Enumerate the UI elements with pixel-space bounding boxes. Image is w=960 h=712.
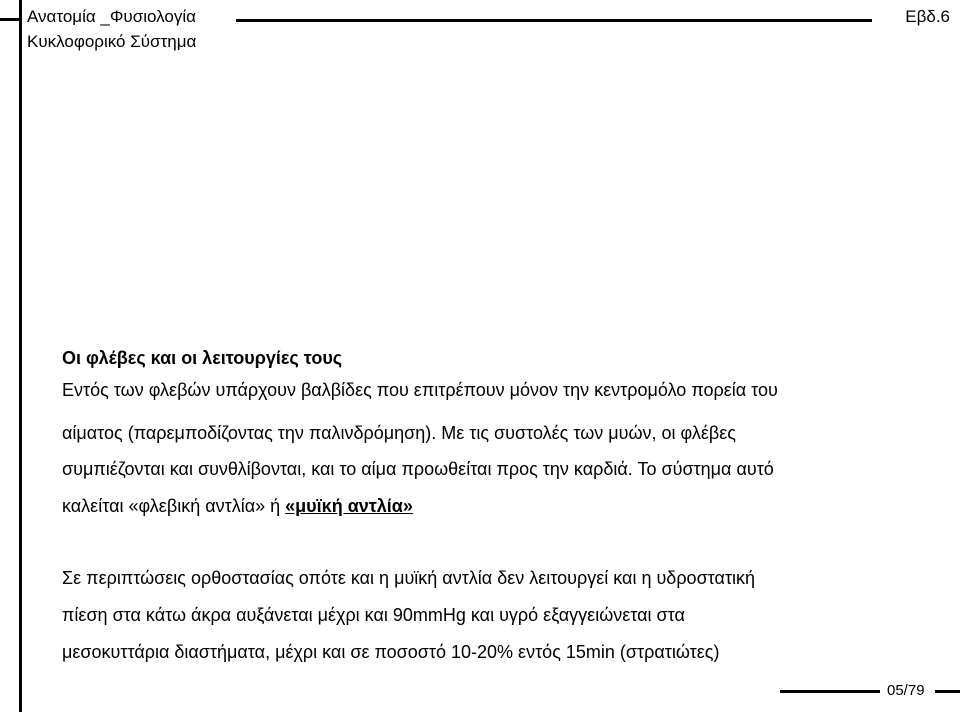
- muscle-pump-term: «μυϊκή αντλία»: [285, 496, 413, 516]
- course-subtitle: Κυκλοφορικό Σύστημα: [27, 32, 197, 51]
- section-heading: Οι φλέβες και οι λειτουργίες τους: [62, 348, 343, 368]
- top-left-rule: [0, 18, 19, 21]
- footer-rule-right: [935, 690, 960, 693]
- paragraph1-line2: αίματος (παρεμποδίζοντας την παλινδρόμηση). Με τις συστολές των μυών, οι φλέβες: [62, 423, 736, 443]
- paragraph2-line1: Σε περιπτώσεις ορθοστασίας οπότε και η μυϊκή αντλία δεν λειτουργεί και η υδροστατική: [62, 568, 756, 588]
- paragraph1-line4-text: καλείται «φλεβική αντλία» ή: [62, 496, 286, 516]
- paragraph2-line2: πίεση στα κάτω άκρα αυξάνεται μέχρι και 90mmHg και υγρό εξαγγειώνεται στα: [62, 605, 685, 625]
- page-number: 05/79: [887, 682, 925, 699]
- header-rule: [236, 19, 872, 22]
- course-title: Ανατομία _Φυσιολογία: [27, 7, 196, 26]
- footer-rule: [780, 690, 880, 693]
- week-label: Εβδ.6: [905, 7, 950, 26]
- paragraph1-line1: Εντός των φλεβών υπάρχουν βαλβίδες που επιτρέπουν μόνον την κεντρομόλο πορεία του: [62, 380, 778, 400]
- paragraph1-line4: [62, 494, 413, 518]
- paragraph1-line3: συμπιέζονται και συνθλίβονται, και το αίμα προωθείται προς την καρδιά. Το σύστημα αυτό: [62, 459, 774, 479]
- left-vertical-rule: [19, 0, 22, 712]
- paragraph2-line3: μεσοκυττάρια διαστήματα, μέχρι και σε ποσοστό 10-20% εντός 15min (στρατιώτες): [62, 642, 720, 662]
